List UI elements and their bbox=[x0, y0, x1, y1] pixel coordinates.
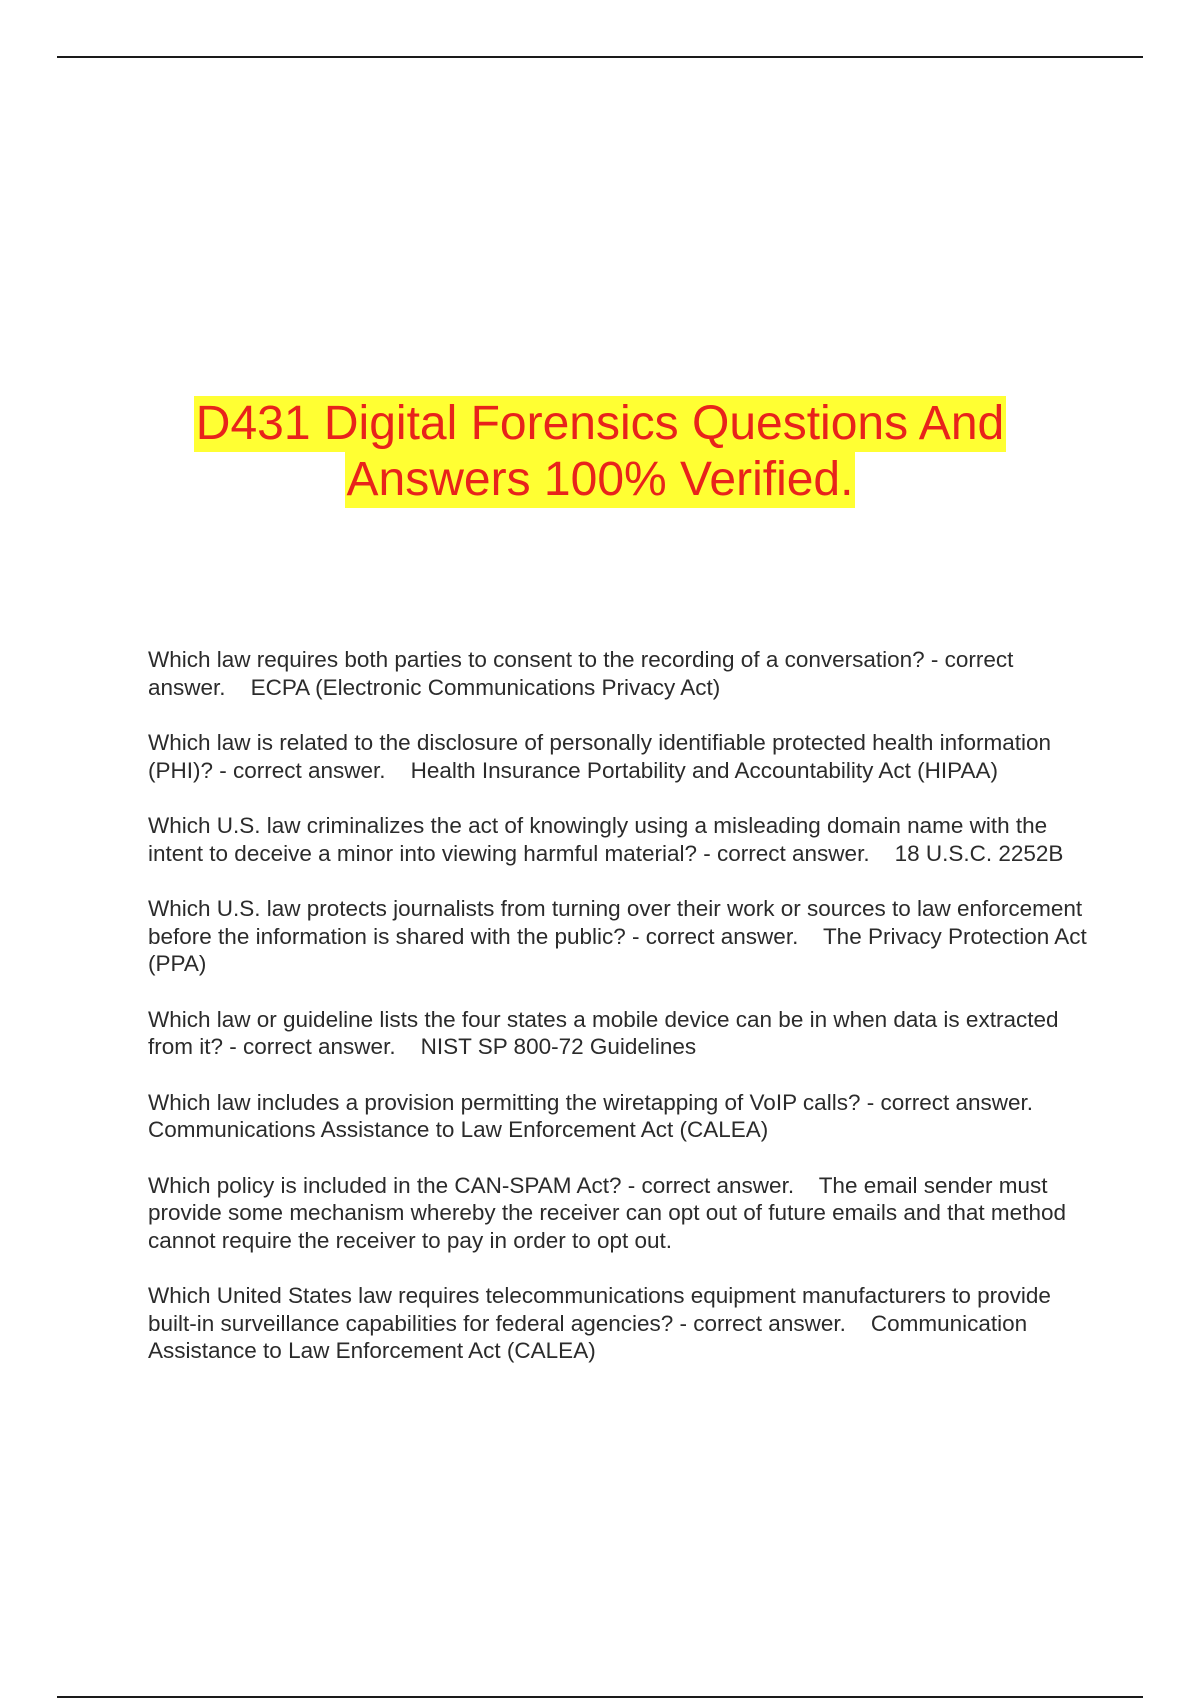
answer-text: NIST SP 800-72 Guidelines bbox=[420, 1034, 697, 1059]
question-text: Which U.S. law protects journalists from turning over their work or sources to law enforcement before the information is shared with the public? - correct answer. bbox=[148, 896, 1089, 949]
qa-list bbox=[148, 646, 1094, 1393]
question-text: Which United States law requires telecommunications equipment manufacturers to provide built-in surveillance capabilities for federal agencies? - correct answer. bbox=[148, 1283, 1058, 1336]
question-text: Which U.S. law criminalizes the act of knowingly using a misleading domain name with the intent to deceive a minor into viewing harmful material? - correct answer. bbox=[148, 813, 1054, 866]
question-text: Which law requires both parties to consent to the recording of a conversation? - correct answer. bbox=[148, 647, 1020, 700]
answer-text: Communications Assistance to Law Enforcement Act (CALEA) bbox=[148, 1117, 769, 1142]
bottom-rule bbox=[57, 1696, 1143, 1698]
answer-text: 18 U.S.C. 2252B bbox=[894, 840, 1064, 866]
qa-item bbox=[148, 1006, 1088, 1061]
question-text: Which law is related to the disclosure of personally identifiable protected health information (PHI)? - correct answer. bbox=[148, 730, 1058, 783]
qa-item bbox=[148, 646, 1088, 701]
qa-item bbox=[148, 895, 1094, 978]
top-rule bbox=[57, 56, 1143, 58]
title-line: Answers 100% Verified. bbox=[346, 453, 854, 506]
document-title bbox=[0, 396, 1200, 508]
qa-item bbox=[148, 729, 1088, 784]
answer-text: The Privacy Protection Act (PPA) bbox=[148, 923, 1094, 976]
question-text: Which law or guideline lists the four states a mobile device can be in when data is extracted from it? - correct answer. bbox=[148, 1006, 1065, 1059]
qa-item bbox=[148, 1282, 1088, 1365]
title-line: D431 Digital Forensics Questions And bbox=[195, 397, 1005, 450]
qa-item bbox=[148, 812, 1088, 867]
qa-item bbox=[148, 1089, 1088, 1144]
answer-text: The email sender must provide some mechanism whereby the receiver can opt out of future emails and that method cannot require the receiver to pay in order to opt out. bbox=[148, 1172, 1073, 1253]
answer-text: Communication Assistance to Law Enforcement Act (CALEA) bbox=[148, 1310, 1033, 1363]
question-text: Which policy is included in the CAN-SPAM Act? - correct answer. bbox=[148, 1172, 795, 1198]
answer-text: Health Insurance Portability and Accountability Act (HIPAA) bbox=[410, 757, 998, 783]
answer-text: ECPA (Electronic Communications Privacy Act) bbox=[250, 674, 721, 700]
qa-item bbox=[148, 1172, 1088, 1255]
question-text: Which law includes a provision permitting the wiretapping of VoIP calls? - correct answer. bbox=[148, 1089, 1034, 1115]
